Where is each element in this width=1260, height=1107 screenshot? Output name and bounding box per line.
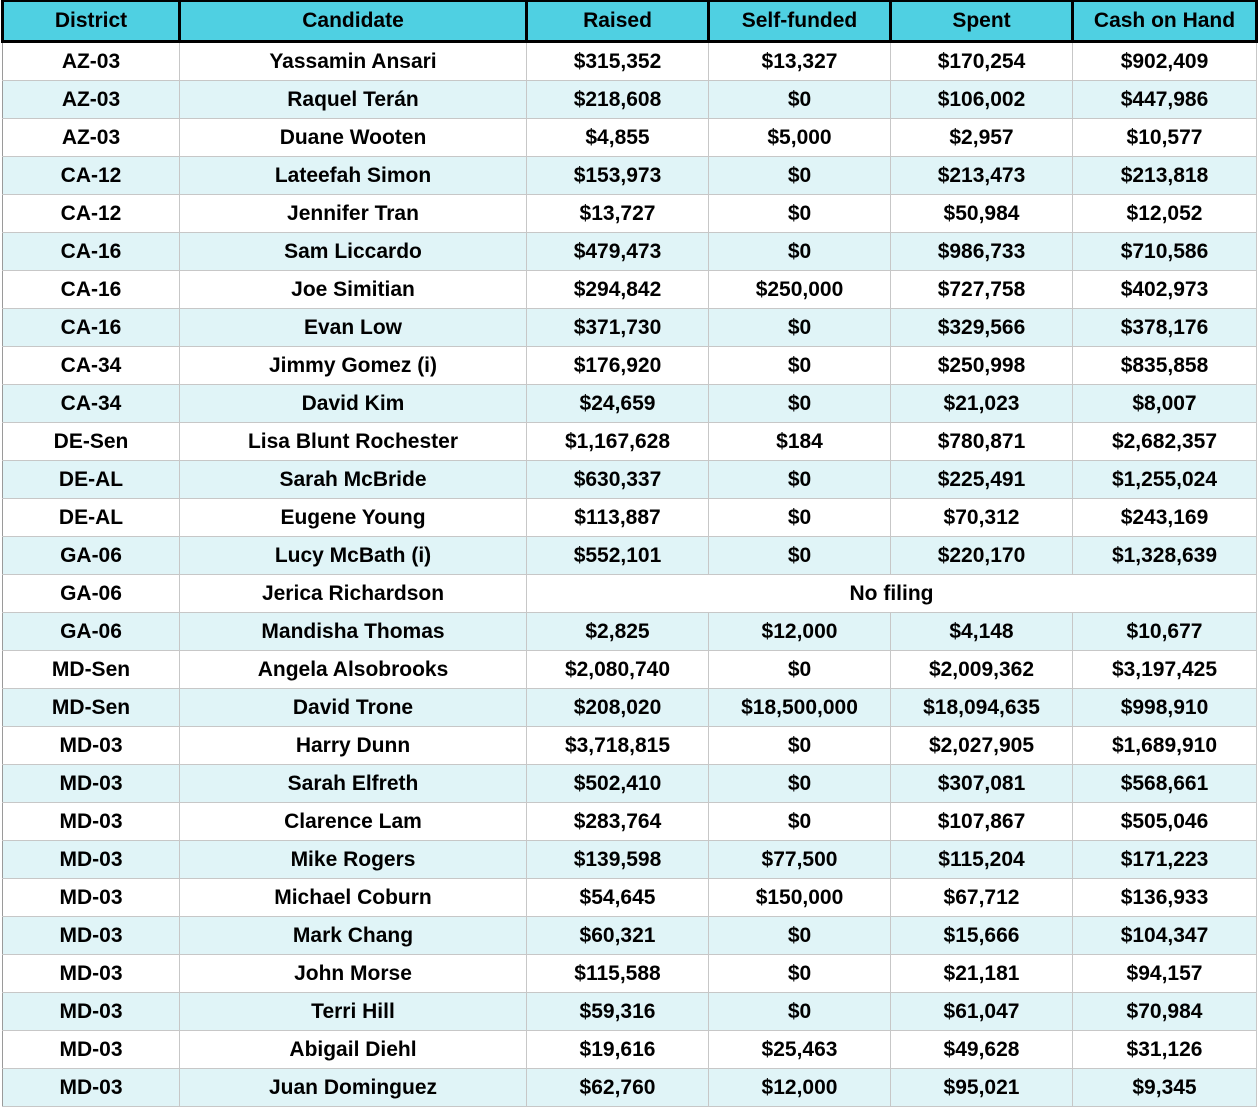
table-row	[3, 727, 1257, 765]
cell-raised: $218,608	[527, 81, 709, 119]
table-row	[3, 81, 1257, 119]
table-row	[3, 689, 1257, 727]
table-row	[3, 537, 1257, 575]
cell-spent: $250,998	[891, 347, 1073, 385]
cell-district: AZ-03	[3, 81, 180, 119]
cell-raised: $62,760	[527, 1069, 709, 1107]
cell-candidate: Lisa Blunt Rochester	[180, 423, 527, 461]
cell-self-funded: $77,500	[709, 841, 891, 879]
cell-raised: $59,316	[527, 993, 709, 1031]
cell-raised: $283,764	[527, 803, 709, 841]
cell-candidate: Sam Liccardo	[180, 233, 527, 271]
table-row	[3, 157, 1257, 195]
table-row	[3, 879, 1257, 917]
table-body	[3, 42, 1257, 1107]
cell-cash-on-hand: $31,126	[1073, 1031, 1257, 1069]
cell-cash-on-hand: $902,409	[1073, 42, 1257, 81]
cell-district: GA-06	[3, 613, 180, 651]
cell-district: MD-03	[3, 803, 180, 841]
cell-self-funded: $0	[709, 499, 891, 537]
header-row	[3, 1, 1257, 42]
cell-district: MD-03	[3, 879, 180, 917]
cell-raised: $3,718,815	[527, 727, 709, 765]
cell-cash-on-hand: $568,661	[1073, 765, 1257, 803]
cell-spent: $220,170	[891, 537, 1073, 575]
cell-cash-on-hand: $8,007	[1073, 385, 1257, 423]
cell-self-funded: $0	[709, 917, 891, 955]
table-row	[3, 917, 1257, 955]
cell-self-funded: $0	[709, 537, 891, 575]
cell-candidate: Mark Chang	[180, 917, 527, 955]
cell-district: CA-16	[3, 233, 180, 271]
cell-candidate: Jerica Richardson	[180, 575, 527, 613]
cell-district: MD-03	[3, 841, 180, 879]
campaign-finance-table	[1, 0, 1258, 1107]
cell-self-funded: $18,500,000	[709, 689, 891, 727]
cell-spent: $170,254	[891, 42, 1073, 81]
cell-cash-on-hand: $10,677	[1073, 613, 1257, 651]
cell-raised: $176,920	[527, 347, 709, 385]
table-row	[3, 423, 1257, 461]
cell-spent: $67,712	[891, 879, 1073, 917]
cell-district: MD-03	[3, 993, 180, 1031]
header-self-funded: Self-funded	[709, 1, 891, 42]
cell-cash-on-hand: $94,157	[1073, 955, 1257, 993]
cell-cash-on-hand: $1,255,024	[1073, 461, 1257, 499]
cell-candidate: Jennifer Tran	[180, 195, 527, 233]
cell-self-funded: $5,000	[709, 119, 891, 157]
cell-cash-on-hand: $998,910	[1073, 689, 1257, 727]
cell-candidate: Terri Hill	[180, 993, 527, 1031]
header-district: District	[3, 1, 180, 42]
cell-spent: $4,148	[891, 613, 1073, 651]
cell-self-funded: $12,000	[709, 613, 891, 651]
header-candidate: Candidate	[180, 1, 527, 42]
cell-raised: $4,855	[527, 119, 709, 157]
cell-district: MD-Sen	[3, 689, 180, 727]
cell-raised: $113,887	[527, 499, 709, 537]
cell-cash-on-hand: $378,176	[1073, 309, 1257, 347]
cell-raised: $315,352	[527, 42, 709, 81]
table-row	[3, 993, 1257, 1031]
cell-raised: $502,410	[527, 765, 709, 803]
cell-district: MD-03	[3, 765, 180, 803]
table-row	[3, 119, 1257, 157]
table-row	[3, 233, 1257, 271]
cell-district: CA-12	[3, 157, 180, 195]
cell-spent: $986,733	[891, 233, 1073, 271]
cell-spent: $106,002	[891, 81, 1073, 119]
cell-spent: $213,473	[891, 157, 1073, 195]
cell-self-funded: $0	[709, 461, 891, 499]
cell-raised: $294,842	[527, 271, 709, 309]
cell-district: MD-03	[3, 917, 180, 955]
cell-spent: $61,047	[891, 993, 1073, 1031]
cell-spent: $2,957	[891, 119, 1073, 157]
cell-spent: $2,027,905	[891, 727, 1073, 765]
cell-candidate: Sarah Elfreth	[180, 765, 527, 803]
cell-candidate: Lucy McBath (i)	[180, 537, 527, 575]
cell-self-funded: $0	[709, 955, 891, 993]
cell-raised: $630,337	[527, 461, 709, 499]
cell-spent: $727,758	[891, 271, 1073, 309]
cell-no-filing: No filing	[527, 575, 1257, 613]
cell-self-funded: $0	[709, 385, 891, 423]
cell-district: MD-Sen	[3, 651, 180, 689]
table-row	[3, 1031, 1257, 1069]
cell-candidate: David Kim	[180, 385, 527, 423]
cell-candidate: Evan Low	[180, 309, 527, 347]
cell-spent: $18,094,635	[891, 689, 1073, 727]
cell-cash-on-hand: $9,345	[1073, 1069, 1257, 1107]
cell-raised: $1,167,628	[527, 423, 709, 461]
cell-raised: $24,659	[527, 385, 709, 423]
table-row	[3, 1069, 1257, 1107]
cell-self-funded: $0	[709, 993, 891, 1031]
cell-candidate: Clarence Lam	[180, 803, 527, 841]
cell-district: CA-16	[3, 309, 180, 347]
cell-raised: $153,973	[527, 157, 709, 195]
table-row	[3, 195, 1257, 233]
cell-spent: $95,021	[891, 1069, 1073, 1107]
cell-cash-on-hand: $835,858	[1073, 347, 1257, 385]
cell-candidate: John Morse	[180, 955, 527, 993]
cell-candidate: Eugene Young	[180, 499, 527, 537]
cell-candidate: Lateefah Simon	[180, 157, 527, 195]
cell-cash-on-hand: $2,682,357	[1073, 423, 1257, 461]
cell-self-funded: $150,000	[709, 879, 891, 917]
table-row	[3, 575, 1257, 613]
cell-self-funded: $250,000	[709, 271, 891, 309]
cell-raised: $54,645	[527, 879, 709, 917]
cell-raised: $115,588	[527, 955, 709, 993]
table-row	[3, 385, 1257, 423]
cell-spent: $21,181	[891, 955, 1073, 993]
cell-district: DE-Sen	[3, 423, 180, 461]
cell-cash-on-hand: $136,933	[1073, 879, 1257, 917]
cell-candidate: Angela Alsobrooks	[180, 651, 527, 689]
cell-district: CA-16	[3, 271, 180, 309]
cell-self-funded: $0	[709, 651, 891, 689]
cell-raised: $60,321	[527, 917, 709, 955]
cell-candidate: Harry Dunn	[180, 727, 527, 765]
cell-self-funded: $0	[709, 233, 891, 271]
cell-candidate: Juan Dominguez	[180, 1069, 527, 1107]
cell-candidate: Michael Coburn	[180, 879, 527, 917]
table-row	[3, 955, 1257, 993]
cell-raised: $479,473	[527, 233, 709, 271]
table-row	[3, 651, 1257, 689]
cell-spent: $21,023	[891, 385, 1073, 423]
cell-raised: $208,020	[527, 689, 709, 727]
cell-cash-on-hand: $505,046	[1073, 803, 1257, 841]
cell-raised: $13,727	[527, 195, 709, 233]
cell-district: MD-03	[3, 1069, 180, 1107]
cell-self-funded: $0	[709, 803, 891, 841]
cell-spent: $225,491	[891, 461, 1073, 499]
header-spent: Spent	[891, 1, 1073, 42]
cell-cash-on-hand: $12,052	[1073, 195, 1257, 233]
cell-self-funded: $0	[709, 309, 891, 347]
cell-district: DE-AL	[3, 499, 180, 537]
cell-self-funded: $0	[709, 195, 891, 233]
cell-raised: $2,825	[527, 613, 709, 651]
cell-cash-on-hand: $3,197,425	[1073, 651, 1257, 689]
cell-self-funded: $12,000	[709, 1069, 891, 1107]
cell-candidate: Yassamin Ansari	[180, 42, 527, 81]
cell-self-funded: $13,327	[709, 42, 891, 81]
cell-spent: $15,666	[891, 917, 1073, 955]
table-row	[3, 309, 1257, 347]
cell-candidate: Sarah McBride	[180, 461, 527, 499]
cell-district: DE-AL	[3, 461, 180, 499]
cell-district: MD-03	[3, 1031, 180, 1069]
cell-cash-on-hand: $1,689,910	[1073, 727, 1257, 765]
table-row	[3, 461, 1257, 499]
table-row	[3, 765, 1257, 803]
cell-self-funded: $0	[709, 81, 891, 119]
cell-spent: $49,628	[891, 1031, 1073, 1069]
cell-district: CA-34	[3, 347, 180, 385]
cell-candidate: Mike Rogers	[180, 841, 527, 879]
cell-cash-on-hand: $1,328,639	[1073, 537, 1257, 575]
table-row	[3, 803, 1257, 841]
cell-cash-on-hand: $70,984	[1073, 993, 1257, 1031]
cell-district: MD-03	[3, 955, 180, 993]
table-row	[3, 841, 1257, 879]
cell-self-funded: $0	[709, 347, 891, 385]
cell-spent: $780,871	[891, 423, 1073, 461]
cell-district: AZ-03	[3, 42, 180, 81]
cell-district: CA-12	[3, 195, 180, 233]
table-row	[3, 613, 1257, 651]
header-raised: Raised	[527, 1, 709, 42]
cell-self-funded: $184	[709, 423, 891, 461]
table-row	[3, 499, 1257, 537]
cell-spent: $329,566	[891, 309, 1073, 347]
cell-district: AZ-03	[3, 119, 180, 157]
cell-cash-on-hand: $402,973	[1073, 271, 1257, 309]
cell-candidate: Abigail Diehl	[180, 1031, 527, 1069]
cell-cash-on-hand: $710,586	[1073, 233, 1257, 271]
cell-cash-on-hand: $447,986	[1073, 81, 1257, 119]
cell-candidate: Duane Wooten	[180, 119, 527, 157]
table-row	[3, 347, 1257, 385]
cell-raised: $19,616	[527, 1031, 709, 1069]
table-row	[3, 42, 1257, 81]
cell-district: CA-34	[3, 385, 180, 423]
cell-candidate: David Trone	[180, 689, 527, 727]
cell-raised: $139,598	[527, 841, 709, 879]
cell-self-funded: $0	[709, 727, 891, 765]
cell-district: GA-06	[3, 537, 180, 575]
cell-spent: $70,312	[891, 499, 1073, 537]
cell-self-funded: $25,463	[709, 1031, 891, 1069]
cell-raised: $552,101	[527, 537, 709, 575]
table-row	[3, 271, 1257, 309]
cell-raised: $371,730	[527, 309, 709, 347]
header-cash-on-hand: Cash on Hand	[1073, 1, 1257, 42]
cell-spent: $2,009,362	[891, 651, 1073, 689]
cell-spent: $50,984	[891, 195, 1073, 233]
cell-raised: $2,080,740	[527, 651, 709, 689]
cell-spent: $307,081	[891, 765, 1073, 803]
cell-district: MD-03	[3, 727, 180, 765]
cell-candidate: Raquel Terán	[180, 81, 527, 119]
cell-candidate: Mandisha Thomas	[180, 613, 527, 651]
cell-self-funded: $0	[709, 157, 891, 195]
cell-spent: $107,867	[891, 803, 1073, 841]
cell-candidate: Jimmy Gomez (i)	[180, 347, 527, 385]
cell-cash-on-hand: $171,223	[1073, 841, 1257, 879]
cell-cash-on-hand: $10,577	[1073, 119, 1257, 157]
cell-cash-on-hand: $243,169	[1073, 499, 1257, 537]
cell-spent: $115,204	[891, 841, 1073, 879]
cell-district: GA-06	[3, 575, 180, 613]
cell-self-funded: $0	[709, 765, 891, 803]
cell-candidate: Joe Simitian	[180, 271, 527, 309]
cell-cash-on-hand: $104,347	[1073, 917, 1257, 955]
cell-cash-on-hand: $213,818	[1073, 157, 1257, 195]
